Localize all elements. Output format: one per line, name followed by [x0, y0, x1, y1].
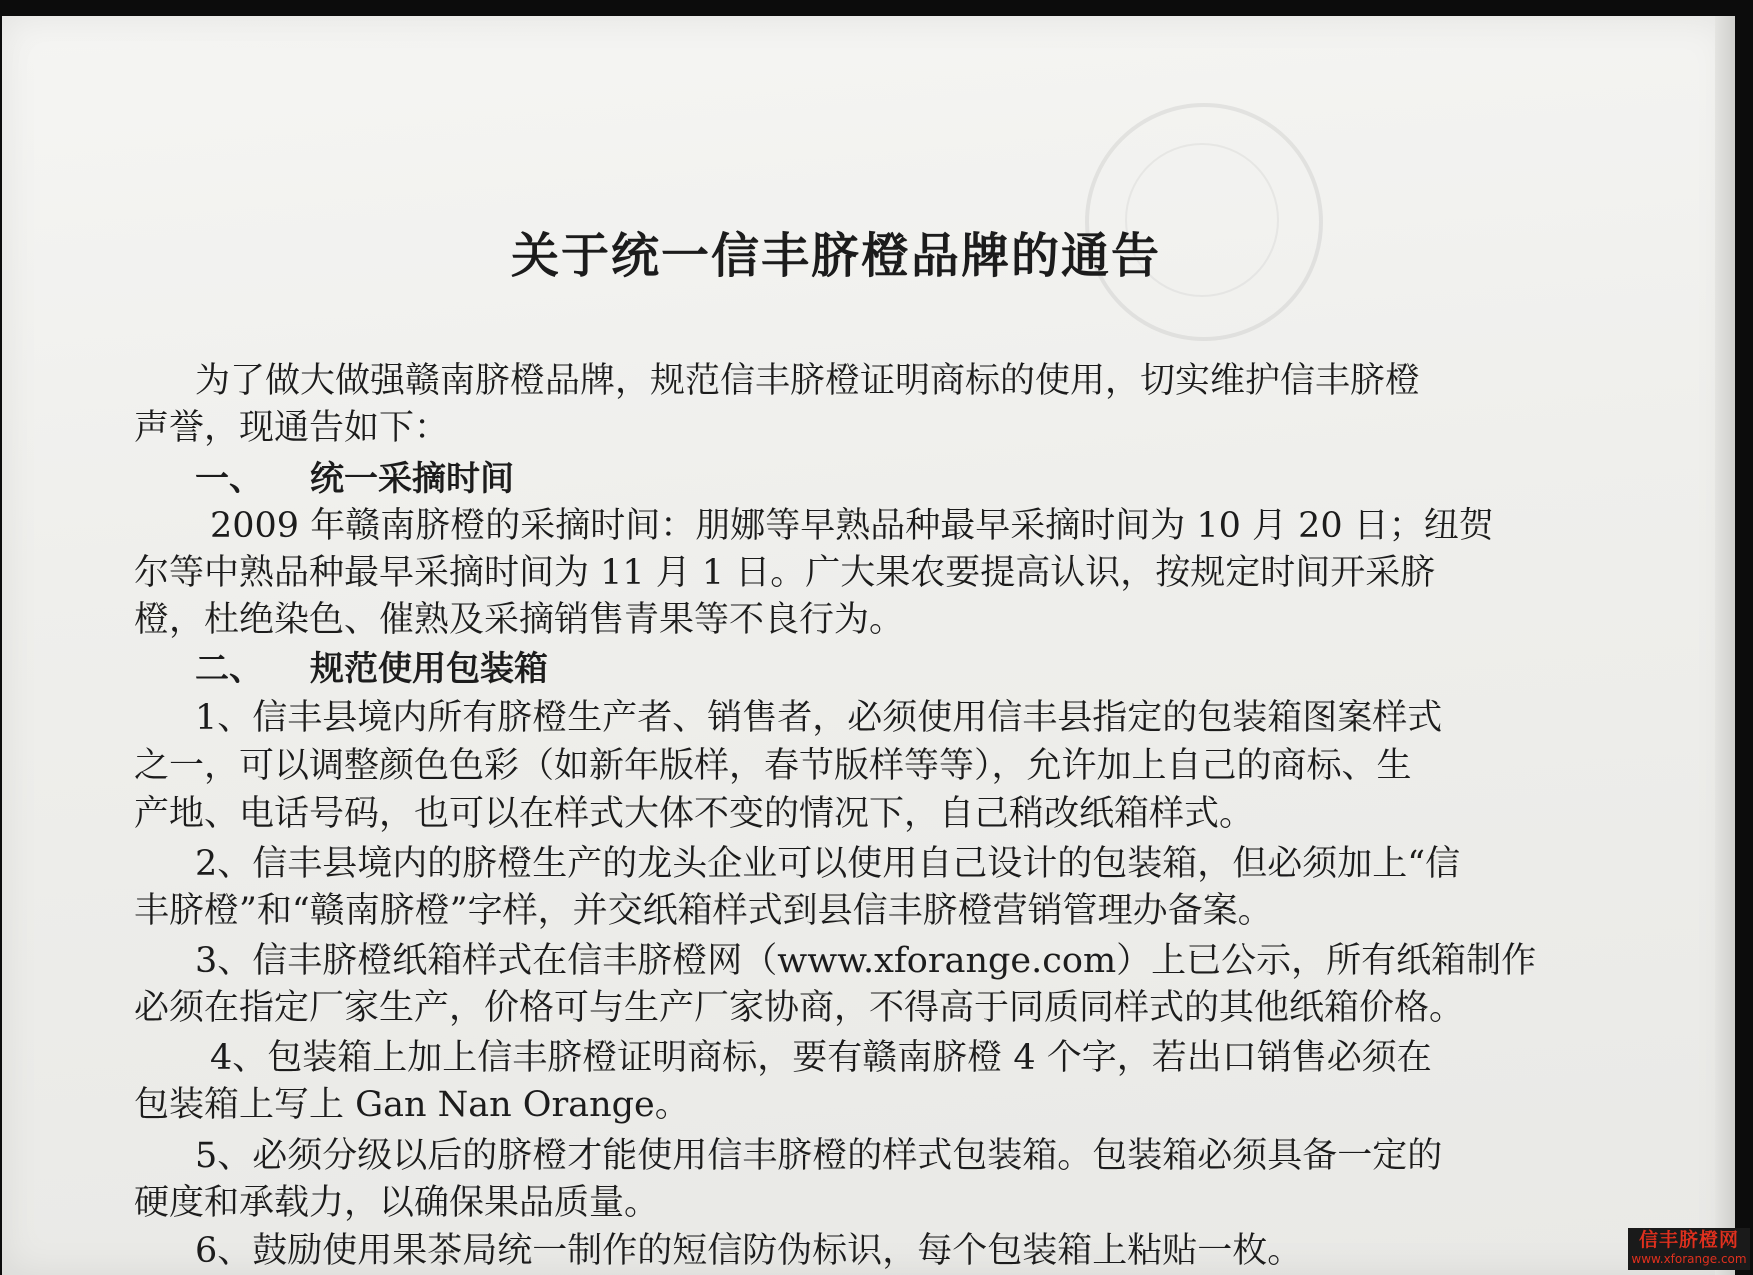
watermark-url: www.xforange.com: [1631, 1252, 1747, 1266]
section-2-title: 规范使用包装箱: [310, 649, 548, 689]
section-1-heading: [195, 456, 514, 503]
section-1-line-2: 尔等中熟品种最早采摘时间为 11 月 1 日。广大果农要提高认识，按规定时间开采脐: [134, 553, 1436, 593]
section-2-number: 二、: [195, 649, 263, 689]
item-3-line-1: 3、信丰脐橙纸箱样式在信丰脐橙网（www.xforange.com）上已公示，所有纸箱制作: [195, 941, 1537, 981]
item-1-line-1: 1、信丰县境内所有脐橙生产者、销售者，必须使用信丰县指定的包装箱图案样式: [195, 698, 1443, 738]
section-1-number: 一、: [195, 459, 263, 499]
intro-line-2: 声誉，现通告如下：: [134, 408, 450, 448]
section-1-line-1: 2009 年赣南脐橙的采摘时间：朋娜等早熟品种最早采摘时间为 10 月 20 日；纽贺: [210, 506, 1494, 546]
section-2-heading: [195, 646, 548, 693]
item-3-line-2: 必须在指定厂家生产，价格可与生产厂家协商，不得高于同质同样式的其他纸箱价格。: [134, 988, 1465, 1028]
item-4-line-2: 包装箱上写上 Gan Nan Orange。: [134, 1085, 690, 1125]
item-6-line-1: 6、鼓励使用果茶局统一制作的短信防伪标识，每个包装箱上粘贴一枚。: [195, 1231, 1303, 1271]
item-5-line-1: 5、必须分级以后的脐橙才能使用信丰脐橙的样式包装箱。包装箱必须具备一定的: [195, 1136, 1443, 1176]
item-2-line-1: 2、信丰县境内的脐橙生产的龙头企业可以使用自己设计的包装箱，但必须加上“信: [195, 844, 1461, 884]
section-1-line-3: 橙，杜绝染色、催熟及采摘销售青果等不良行为。: [134, 600, 905, 640]
watermark-title: 信丰脐橙网: [1638, 1229, 1739, 1251]
item-5-line-2: 硬度和承载力，以确保果品质量。: [134, 1183, 660, 1223]
item-1-line-3: 产地、电话号码，也可以在样式大体不变的情况下，自己稍改纸箱样式。: [134, 794, 1255, 834]
item-2-line-2: 丰脐橙”和“赣南脐橙”字样，并交纸箱样式到县信丰脐橙营销管理办备案。: [134, 891, 1273, 931]
notice-title: 关于统一信丰脐橙品牌的通告: [511, 228, 1162, 284]
intro-line-1: 为了做大做强赣南脐橙品牌，规范信丰脐橙证明商标的使用，切实维护信丰脐橙: [195, 361, 1421, 401]
site-watermark: [1628, 1228, 1750, 1270]
item-4-line-1: 4、包装箱上加上信丰脐橙证明商标，要有赣南脐橙 4 个字，若出口销售必须在: [210, 1038, 1432, 1078]
section-1-title: 统一采摘时间: [310, 459, 514, 499]
paper-edge: [1715, 16, 1735, 1275]
item-1-line-2: 之一，可以调整颜色色彩（如新年版样，春节版样等等），允许加上自己的商标、生: [134, 746, 1412, 786]
